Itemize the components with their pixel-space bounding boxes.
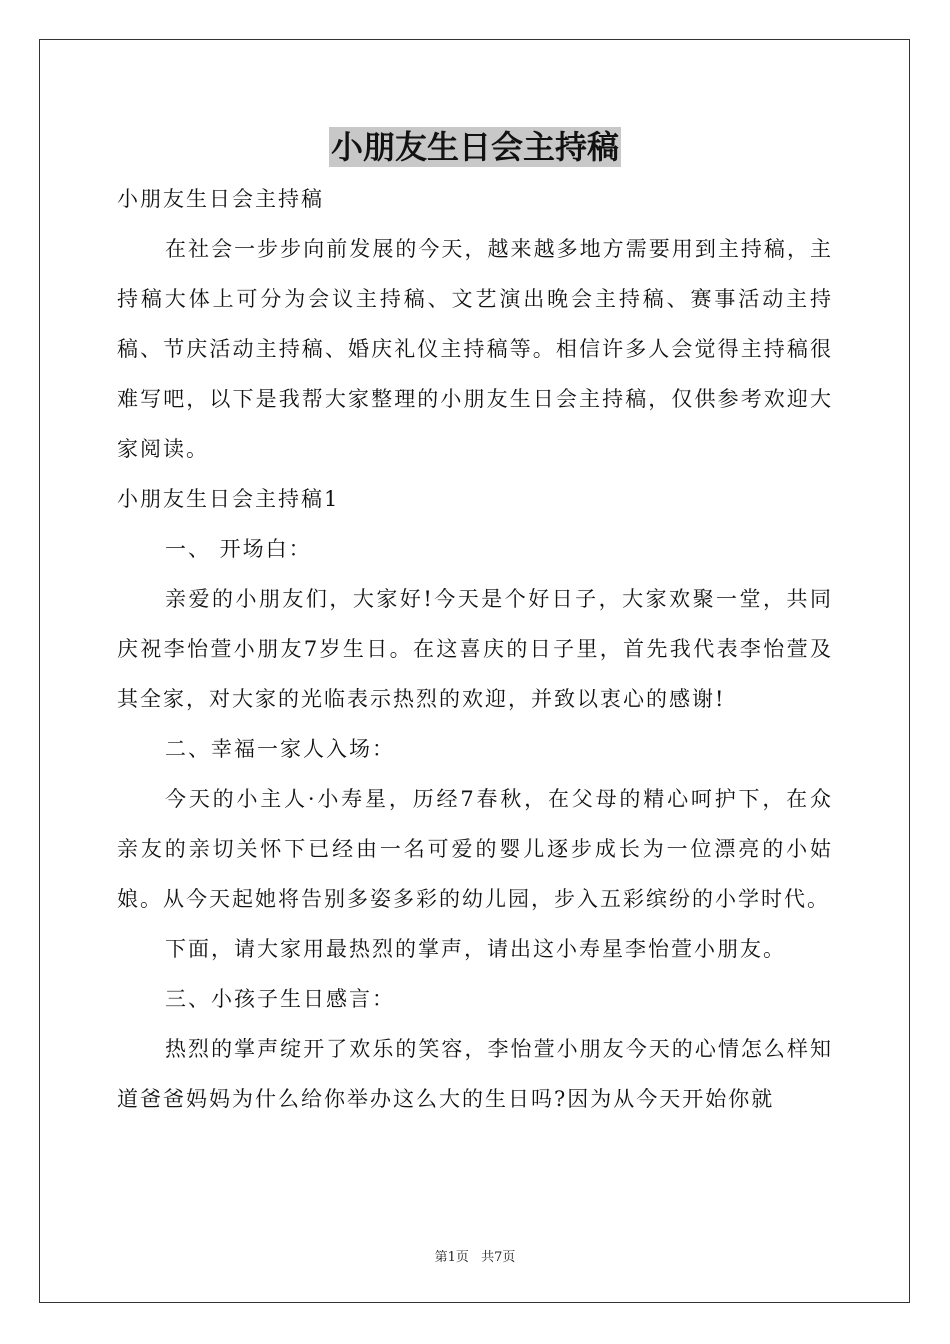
paragraph: 在社会一步步向前发展的今天，越来越多地方需要用到主持稿，主持稿大体上可分为会议主持稿、文艺演出晚会主持稿、赛事活动主持稿、节庆活动主持稿、婚庆礼仪主持稿等。相信许多人会觉得主持稿很难写吧，以下是我帮大家整理的小朋友生日会主持稿，仅供参考欢迎大家阅读。 (117, 237, 833, 461)
page-number-current: 第1页 (434, 1250, 469, 1265)
paragraph: 下面，请大家用最热烈的掌声，请出这小寿星李怡萱小朋友。 (165, 937, 786, 961)
subheading: 一、 开场白： (165, 537, 312, 561)
document-body (117, 174, 833, 1124)
paragraph: 小朋友生日会主持稿 (117, 187, 324, 211)
page-number-total: 共7页 (481, 1250, 516, 1265)
paragraph: 亲爱的小朋友们，大家好!今天是个好日子，大家欢聚一堂，共同庆祝李怡萱小朋友7岁生日。在这喜庆的日子里，首先我代表李怡萱及其全家，对大家的光临表示热烈的欢迎，并致以衷心的感谢! (117, 587, 833, 711)
section-heading: 小朋友生日会主持稿1 (117, 487, 340, 511)
paragraph: 热烈的掌声绽开了欢乐的笑容，李怡萱小朋友今天的心情怎么样知道爸爸妈妈为什么给你举办这么大的生日吗?因为从今天开始你就 (117, 1037, 833, 1111)
document-title: 小朋友生日会主持稿 (330, 128, 619, 166)
title-container (0, 127, 950, 167)
subheading: 三、小孩子生日感言： (165, 987, 395, 1011)
page-footer (0, 1246, 950, 1265)
subheading: 二、幸福一家人入场： (165, 737, 395, 761)
paragraph: 今天的小主人·小寿星，历经7春秋，在父母的精心呵护下，在众亲友的亲切关怀下已经由一名可爱的婴儿逐步成长为一位漂亮的小姑娘。从今天起她将告别多姿多彩的幼儿园，步入五彩缤纷的小学时代。 (117, 787, 833, 911)
